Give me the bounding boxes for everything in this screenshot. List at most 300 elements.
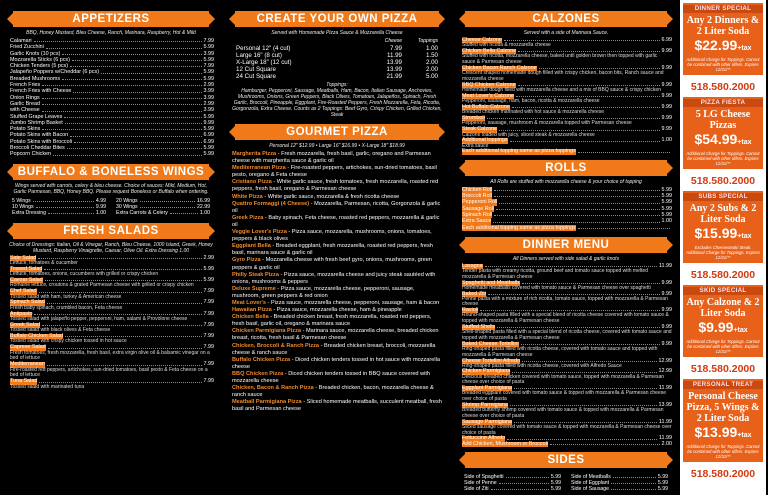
item-name: Side of Meatballs — [571, 473, 611, 480]
rolls-heading: ROLLS — [465, 160, 667, 176]
menu-item — [116, 210, 210, 216]
column-left — [4, 0, 218, 495]
item-name: Breaded Mushrooms — [10, 75, 61, 82]
leader-dots — [516, 94, 660, 97]
item-name: Fried Zucchini — [10, 44, 44, 51]
leader-dots — [48, 210, 94, 214]
item-name: Each additional topping same as pizza toppings — [462, 224, 576, 231]
leader-dots — [578, 225, 670, 229]
gourmet-name: Buffalo Chicken Pizza — [232, 356, 291, 363]
leader-dots — [36, 204, 94, 208]
item-price: 9.99 — [661, 81, 672, 88]
leader-dots — [480, 308, 659, 311]
leader-dots — [39, 289, 202, 292]
gourmet-name: Chicken, Broccoli & Ranch Pizza — [232, 342, 320, 349]
item-price: 9.99 — [661, 115, 672, 122]
gourmet-item — [232, 165, 444, 179]
item-description: Fresh tomatoes, fresh mozzarella, fresh basil, extra virgin olive oil & balsamic vinegar on a bed of lettuce — [10, 349, 210, 362]
item-name: 20 Wings — [116, 197, 138, 204]
item-price: 5.99 — [661, 193, 672, 200]
item-description: Breaded chicken marinated with hot sauce & mozzarella cheese — [462, 109, 605, 116]
item-name: with Cheese — [10, 107, 40, 114]
calzones-list — [456, 36, 676, 155]
item-name: Potato Skins — [10, 126, 41, 133]
leader-dots — [497, 325, 659, 328]
special-headline: Any 2 Subs & 2 Liter Soda — [689, 203, 757, 225]
pizza-size-row — [236, 45, 438, 52]
price-amount: $9.99 — [698, 319, 734, 335]
menu-item — [464, 486, 561, 492]
price-tax: +tax — [733, 327, 748, 334]
item-description: Homemade meatballs covered with tomato sauce & Parmesan cheese over spaghetti — [462, 284, 651, 291]
special-price — [685, 225, 761, 245]
special-headline: 5 LG Cheese Pizzas — [695, 109, 751, 131]
leader-dots — [48, 345, 202, 348]
pizza-size: Personal 12" (4 cut) — [236, 45, 291, 52]
item-description: Lettuce, tomatoes & cucumber — [10, 260, 78, 267]
item-name: Tossed Salad — [10, 265, 43, 272]
item-price: 9.99 — [661, 340, 672, 347]
leader-dots — [611, 486, 656, 490]
special-price — [685, 37, 761, 57]
item-description: Tossed salad with marinated tuna — [10, 383, 85, 390]
menu-item — [462, 225, 672, 231]
leader-dots — [62, 76, 201, 80]
leader-dots — [487, 116, 660, 119]
item-price: 5.99 — [550, 485, 561, 492]
item-price: 16.99 — [197, 197, 210, 204]
item-price: 5.99 — [203, 69, 214, 76]
item-price: 2.99 — [203, 254, 214, 261]
toppings-list: Hamburger, Pepperoni, Sausage, Meatballs, Ham, Bacon, Italian Sausage, Anchovies, Mushrooms, Onions, Green Peppers, Black Olives, Tomatoes, Jalapeños, Spinach, Fresh Garlic, Broccoli, Pineapple, Eggplant, Fire-Roasted Peppers, Fresh Mozzarella, Feta, Ricotta, Gorgonzola, Extra Cheese. Counts as 2 Toppings: Beef Gyro, Crispy Chicken, Grilled Chicken, Steak — [232, 88, 442, 118]
item-price: 5.99 — [203, 277, 214, 284]
gourmet-item — [232, 179, 444, 193]
special-tag: SUBS SPECIAL — [683, 193, 763, 201]
leader-dots — [65, 334, 202, 337]
pizza-size-row — [236, 73, 438, 80]
item-name: BBQ Chicken Calzone — [462, 81, 516, 88]
column-right — [456, 0, 676, 495]
topping-price: 1.00 — [425, 45, 438, 52]
item-description: Ring-shaped pasta filled with ricotta cheese, covered with Alfredo Sauce — [462, 362, 622, 369]
leader-dots — [514, 386, 657, 389]
leader-dots — [512, 369, 656, 372]
special-tag: PERSONAL TREAT — [683, 381, 763, 389]
special-tag: PIZZA FIESTA — [683, 99, 763, 107]
item-price: 7.99 — [203, 333, 214, 340]
cheese-price: 11.99 — [386, 52, 402, 59]
item-price: 6.99 — [203, 138, 214, 145]
special-price — [685, 424, 761, 444]
item-price: 1.00 — [199, 209, 210, 216]
gourmet-name: Margherita Pizza — [232, 151, 277, 157]
gourmet-name: Chicken Parmigiana Pizza — [232, 328, 302, 335]
gourmet-heading: GOURMET PIZZA — [235, 124, 439, 140]
leader-dots — [33, 198, 94, 202]
item-price: 7.99 — [203, 63, 214, 70]
gourmet-desc: - Breaded chicken breast, fresh mozzarella, roasted red peppers, fresh basil, garlic oil, oregano & marinara sauce — [232, 314, 432, 328]
item-name: Spinach Salad — [10, 299, 45, 306]
price-tax: +tax — [737, 432, 752, 439]
pizza-size: Large 16" (8 cut) — [236, 52, 282, 59]
gourmet-desc: - Breaded chicken, bacon, mozzarella cheese & ranch sauce — [232, 385, 434, 399]
item-price: 7.99 — [203, 321, 214, 328]
leader-dots — [140, 198, 195, 202]
build-pizza-heading: CREATE YOUR OWN PIZZA — [235, 11, 439, 27]
item-description: Breaded butterfly shrimp covered with tomato sauce & topped with mozzarella & Parmesan cheese over choice of pasta — [462, 407, 664, 419]
item-name: Fettuccine Alfredo — [462, 435, 506, 442]
dinner-heading: DINNER MENU — [465, 237, 667, 253]
pizza-size: 24 Cut Square — [236, 73, 276, 80]
leader-dots — [521, 342, 660, 345]
item-name: Extra Carrots & Celery — [116, 209, 168, 216]
item-price: 2.99 — [203, 100, 214, 107]
special-note: Additional Charge for Toppings. Cannot be combined with other offers. Expires 12/31/** — [686, 339, 760, 354]
leader-dots — [65, 120, 202, 124]
specials-column — [680, 0, 766, 495]
item-name: Side of Penne — [464, 479, 497, 486]
item-name: Extra Dressing — [12, 209, 47, 216]
item-price: 7.99 — [203, 38, 214, 44]
item-price: 1.00 — [95, 209, 106, 216]
gourmet-item — [232, 272, 444, 286]
topping-price: 2.00 — [425, 59, 438, 66]
special-note: Additional Charge for Toppings. Cannot be combined with other offers. Expires 12/31/** — [686, 444, 760, 459]
leader-dots — [496, 206, 659, 210]
item-name: Garlic Bread — [10, 100, 40, 107]
leader-dots — [550, 442, 660, 445]
leader-dots — [101, 69, 202, 73]
gourmet-item — [232, 243, 444, 257]
item-name: Tuna Salad — [10, 378, 38, 385]
item-price: 9.99 — [661, 290, 672, 297]
item-price: 5.99 — [661, 199, 672, 206]
item-price: 7.99 — [203, 299, 214, 306]
item-name: Chicken Roll — [462, 186, 493, 193]
leader-dots — [613, 474, 656, 478]
leader-dots — [42, 95, 202, 99]
item-description: Stuffed with ricotta & mozzarella cheese — [462, 42, 551, 49]
gourmet-name: Hawaiian Pizza — [232, 307, 272, 314]
item-price: 7.99 — [203, 378, 214, 385]
item-name: Cheese Calzone — [462, 37, 502, 43]
leader-dots — [522, 281, 660, 284]
item-name: Stromboli — [462, 115, 485, 122]
gourmet-name: White Pizza — [232, 193, 263, 200]
item-name: Mozzarella Sticks (6 pcs) — [10, 56, 70, 63]
item-name: Greek Salad — [10, 321, 40, 328]
gourmet-desc: - Breaded chicken breast, broccoli, mozzarella cheese & ranch sauce — [232, 342, 436, 356]
special-note: Excludes Cheesesteak/ Steak. Additional Charge for Toppings. Expires 12/31/** — [686, 245, 760, 260]
leader-dots — [494, 193, 660, 197]
item-name: Side of Ziti — [464, 485, 489, 492]
gourmet-subtitle: Personal 12" $12.99 • Large 16" $16.99 • X-Large 18" $18.99 — [269, 143, 405, 149]
item-name: Ravioli — [462, 307, 479, 314]
dinner-subtitle: All Dinners served with side salad & garlic knots — [512, 255, 620, 262]
special-card — [683, 285, 763, 357]
item-description: Fire-roasted red peppers, artichokes, sun-dried tomatoes, basil pesto & Feta cheese on a bed of lettuce — [10, 366, 208, 379]
item-price: 3.99 — [203, 50, 214, 57]
leader-dots — [34, 312, 201, 315]
gourmet-list — [226, 149, 448, 413]
menu-item — [462, 442, 672, 447]
leader-dots — [44, 267, 201, 270]
column-center — [226, 0, 448, 495]
leader-dots — [485, 264, 657, 267]
item-name: Eggplant Parmigiana — [462, 385, 513, 392]
item-description: Lettuce, tomatoes, onions, cucumbers with grilled or crispy chicken — [10, 271, 159, 278]
item-price: 5.99 — [203, 145, 214, 152]
gourmet-name: Gyro Pizza — [232, 257, 261, 264]
pizza-size-row — [236, 52, 438, 59]
price-amount: $54.99 — [694, 131, 738, 147]
item-name: Stuffed Grape Leaves — [10, 113, 63, 120]
item-name: Stuffed Shells — [462, 324, 496, 331]
gourmet-desc: - Fresh mozzarella, fresh basil, garlic, oregano and Parmesan cheese with margherita sauce & garlic oil — [232, 151, 431, 165]
item-name: 5 Wings — [12, 197, 31, 204]
menu-item — [462, 149, 672, 154]
special-card — [683, 191, 763, 263]
gourmet-item — [232, 314, 444, 328]
price-amount: $15.99 — [694, 225, 738, 241]
leader-dots — [510, 403, 657, 406]
item-description: Extra sauce — [462, 142, 489, 149]
item-name: Add Chicken, Mushroom or Broccoli — [462, 440, 548, 447]
appetizers-heading: APPETIZERS — [13, 11, 210, 27]
special-card — [683, 3, 763, 75]
leader-dots — [53, 151, 201, 155]
item-name: Side of Spaghetti — [464, 473, 504, 480]
leader-dots — [170, 210, 198, 214]
gourmet-name: Meat Lover's — [232, 299, 266, 306]
rolls-list — [456, 185, 676, 231]
item-price: 5.99 — [657, 473, 668, 480]
wings-subtitle: Wings served with carrots, celery & bleu cheese. Choice of sauces: Mild, Medium, Hot, Garlic Parmesan, BBQ, Honey BBQ. Please request Boneless or Buffalo when ordering. — [13, 182, 209, 195]
leader-dots — [42, 82, 201, 86]
item-name: Sausage Parmigiana — [462, 418, 513, 425]
leader-dots — [42, 323, 202, 326]
item-price: 5.99 — [203, 113, 214, 120]
gourmet-name: Meatball Parmigiana Pizza — [232, 399, 302, 406]
sides-list — [456, 471, 676, 495]
col-toppings: Toppings — [417, 38, 438, 44]
gourmet-desc: - White garlic sauce, fresh tomatoes, fresh mozzarella, roasted red peppers, fresh basil, oregano & Parmesan cheese — [232, 179, 439, 193]
phone-number: 518.580.2000 — [690, 468, 756, 480]
toppings-label: Toppings: — [326, 82, 348, 88]
item-price: 13.99 — [658, 401, 672, 408]
item-price: 11.99 — [658, 262, 672, 269]
gourmet-name: Chicken, Bacon & Ranch Pizza — [232, 385, 314, 392]
gourmet-name: Greek Pizza — [232, 214, 264, 221]
topping-price: 2.00 — [425, 66, 438, 73]
item-price: 5.99 — [203, 75, 214, 82]
menu-item — [571, 486, 668, 492]
leader-dots — [499, 480, 549, 484]
leader-dots — [42, 126, 201, 130]
leader-dots — [499, 199, 659, 203]
pizza-size-row — [236, 59, 438, 66]
gourmet-desc: - Pizza sauce, mozzarella cheese, pepperoni, sausage, ham & bacon — [265, 299, 440, 306]
item-price: 11.99 — [658, 435, 672, 442]
item-description: Tossed salad with ham, turkey & American cheese — [10, 293, 122, 300]
item-price: 7.99 — [203, 361, 214, 368]
leader-dots — [38, 256, 201, 259]
item-price: 6.99 — [661, 37, 672, 43]
phone-number: 518.580.2000 — [690, 363, 756, 375]
sides-heading: SIDES — [465, 452, 667, 468]
item-name: Side of Sausage — [571, 485, 610, 492]
item-price: 12.99 — [658, 357, 672, 364]
leader-dots — [47, 362, 202, 365]
item-price: 5.99 — [661, 205, 672, 212]
item-description: Tossed salad with black olives & Feta cheese — [10, 327, 111, 334]
menu-item — [12, 210, 106, 216]
item-price: 22.99 — [197, 203, 210, 210]
item-name: Steak Calzone — [462, 126, 498, 133]
item-price: 6.99 — [203, 132, 214, 139]
phone-number: 518.580.2000 — [690, 269, 756, 281]
item-description: Crescent shaped homemade dough filled with crispy chicken, bacon bits, Ranch sauce and mozzarella cheese — [462, 70, 664, 83]
item-name: Caesar Salad — [10, 277, 43, 284]
leader-dots — [39, 379, 201, 382]
item-name: Chicken Tenders (5 pcs) — [10, 63, 69, 70]
item-description: Shell-shaped pasta filled with a special blend of ricotta cheese, covered with tomato sauce and topped with mozzarella & Parmesan cheese — [462, 329, 672, 341]
gourmet-desc: - Pizza sauce, mozzarella cheese and juicy steak sautéed with onions, mushrooms & peppers — [232, 271, 436, 285]
item-price: 5.99 — [203, 56, 214, 63]
item-price: 7.99 — [203, 310, 214, 317]
gourmet-desc: - Pizza sauce, mozzarella cheese, ham & pineapple — [271, 307, 402, 314]
item-name: Onion Rings — [10, 94, 40, 101]
item-name: Chicken Bacon Ranch Calzone — [462, 64, 537, 71]
leader-dots — [522, 359, 656, 362]
item-price: 11.99 — [658, 418, 672, 425]
leader-dots — [42, 107, 202, 111]
item-price: 5.99 — [203, 126, 214, 133]
item-price: 5.99 — [203, 151, 214, 158]
item-name: Baked Cheese Tortellini — [462, 340, 519, 347]
leader-dots — [518, 83, 660, 86]
pizza-price-table — [226, 36, 448, 82]
item-price: 9.99 — [661, 279, 672, 286]
gourmet-item — [232, 286, 444, 300]
leader-dots — [491, 486, 549, 490]
item-name: Side of Eggplant — [571, 479, 610, 486]
item-price: 3.99 — [203, 94, 214, 101]
leader-dots — [67, 145, 202, 149]
special-tag: SKID SPECIAL — [683, 287, 763, 295]
leader-dots — [493, 218, 659, 222]
topping-price: 1.50 — [425, 52, 438, 59]
item-price: 9.99 — [661, 48, 672, 55]
gourmet-item — [232, 194, 444, 201]
leader-dots — [34, 38, 202, 42]
leader-dots — [494, 212, 659, 216]
leader-dots — [611, 480, 656, 484]
item-name: Jumbo Shrimp Basket — [10, 119, 63, 126]
leader-dots — [514, 420, 657, 423]
gourmet-desc: - Marinara sauce, mozzarella cheese, breaded chicken breast, ricotta, fresh basil & Parmesan cheese — [232, 328, 439, 342]
wings-heading: BUFFALO & BONELESS WINGS — [13, 164, 210, 180]
leader-dots — [539, 66, 660, 69]
item-price: 9.99 — [661, 92, 672, 99]
gourmet-item — [232, 300, 444, 307]
item-price: 5.99 — [657, 485, 668, 492]
leader-dots — [46, 44, 202, 48]
item-price: 3.99 — [203, 107, 214, 114]
item-description: Delicious breaded chicken covered with tomato sauce, topped with mozzarella & Parmesan cheese over choice of pasta — [462, 373, 665, 386]
pizza-size: X-Large 18" (12 cut) — [236, 59, 292, 66]
item-name: Buffalo Chicken Salad — [10, 333, 63, 340]
item-description: Penne pasta with a mixture of rich ricotta, tomato sauce, topped with mozzarella & Parmesan cheese — [462, 295, 668, 308]
gourmet-name: Cristiano Pizza — [232, 179, 272, 186]
item-name: Sausage Roll — [462, 205, 495, 212]
leader-dots — [70, 63, 201, 67]
item-description: Fresh baby spinach, crumbled bacon, Feta cheese — [10, 304, 123, 311]
gourmet-name: BBQ Chicken Pizza — [232, 370, 284, 377]
item-description: Ring-shaped pasta filled with ricotta cheese, covered with tomato sauce and topped with mozzarella & Parmesan cheese — [462, 345, 658, 358]
special-tag: DINNER SPECIAL — [683, 5, 763, 13]
item-name: Mediterranean — [10, 361, 45, 368]
leader-dots — [510, 138, 660, 141]
item-name: Baked Ziti — [462, 290, 486, 297]
special-price — [685, 131, 761, 151]
gourmet-item — [232, 215, 444, 229]
gourmet-name: Mediterranean Pizza — [232, 165, 286, 172]
menu-item — [10, 151, 214, 157]
appetizers-subtitle: BBQ, Honey Mustard, Bleu Cheese, Ranch, Marinara, Raspberry, Hot & Mild — [26, 30, 196, 36]
gourmet-name: Veggie Lover's Pizza — [232, 229, 287, 236]
item-name: Lasagna — [462, 262, 483, 269]
item-name: Popcorn Chicken — [10, 151, 52, 158]
gourmet-desc: - Mozzarella, Parmesan, ricotta, Gorgonzola & garlic oil — [232, 200, 441, 214]
price-tax: +tax — [737, 233, 752, 240]
salads-heading: FRESH SALADS — [13, 223, 210, 239]
item-name: Hot Buffalo Calzone — [462, 104, 510, 111]
item-price: 5.99 — [203, 265, 214, 272]
item-name: Extra Sauce — [462, 218, 492, 225]
item-price: 9.99 — [203, 119, 214, 126]
leader-dots — [72, 57, 202, 61]
item-price: 9.99 — [661, 307, 672, 314]
item-price: 5.99 — [661, 186, 672, 193]
leader-dots — [42, 101, 202, 105]
leader-dots — [507, 436, 657, 439]
item-name: Garlic Knots (10 pcs) — [10, 50, 61, 57]
gourmet-desc: - Mozzarella cheese with fresh beef gyro, onions, mushrooms, green peppers & garlic oil — [232, 257, 432, 271]
gourmet-name: Quattro Formaggi (4 Cheese) — [232, 200, 310, 207]
gourmet-name: Chicken Bella — [232, 314, 269, 321]
gourmet-item — [232, 343, 444, 357]
item-price: 1.00 — [661, 218, 672, 225]
item-price: 9.99 — [661, 126, 672, 133]
salads-subtitle: Choice of Dressings: Italian, Oil & Vinegar, Ranch, Bleu Cheese, 1000 Island, Greek, Honey Mustard, Raspberry Vinaigrette, Caesar, Olive Oil. Extra Dressing 1.00 — [9, 241, 213, 254]
item-name: Broccoli Cheddar Bites — [10, 145, 65, 152]
item-price: 5.99 — [550, 479, 561, 486]
item-description: Stuffed with ricotta, mozzarella cheese, baked until golden brown then topped with garlic sauce & Parmesan cheese — [462, 53, 658, 66]
item-name: Additional toppings — [462, 137, 508, 144]
item-price: 5.99 — [550, 473, 561, 480]
item-name: Spinach Roll — [462, 211, 493, 218]
item-price: 9.99 — [661, 64, 672, 71]
item-description: Tender pasta with creamy ricotta, ground beef and tomato sauce topped with melted mozzarella & Parmesan cheese — [462, 267, 648, 280]
item-name: Meat Lover's Calzone — [462, 92, 514, 99]
pizza-size: 12 Cut Square — [236, 66, 276, 73]
item-price: 5.99 — [661, 211, 672, 218]
topping-price: 5.00 — [425, 73, 438, 80]
item-name: Each additional topping same as pizza toppings — [462, 148, 576, 155]
item-name: Chicken Bella Calzone — [462, 48, 517, 55]
gourmet-desc: - Diced chicken tenders tossed in hot sauce with mozzarella cheese — [232, 356, 440, 370]
